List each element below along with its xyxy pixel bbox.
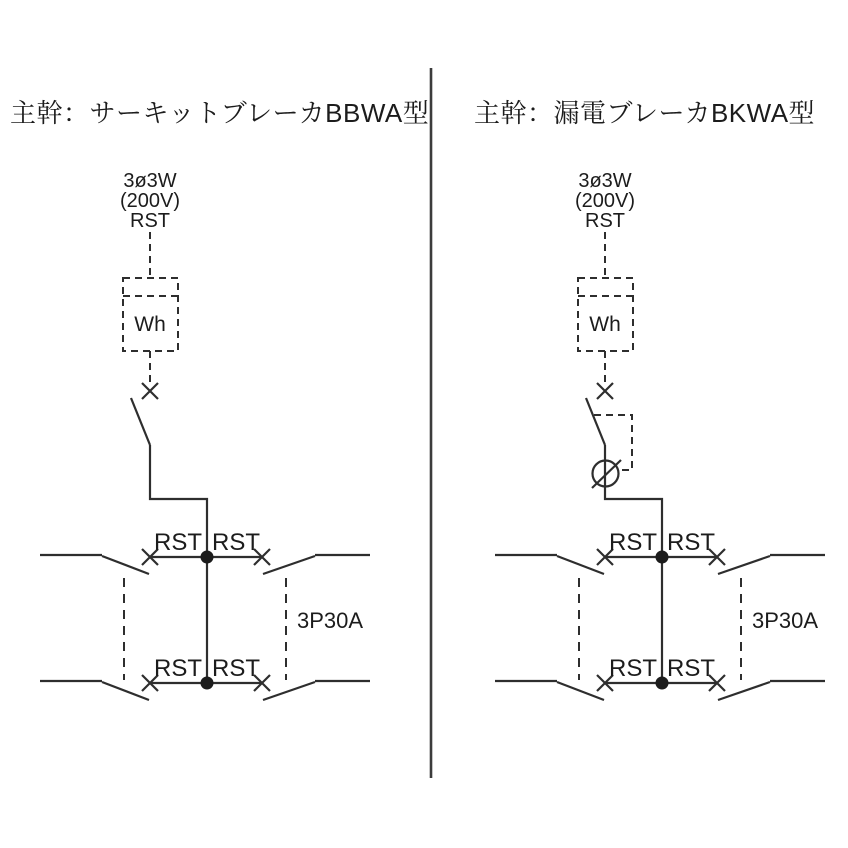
source-voltage-label: (200V) (574, 190, 636, 212)
panel-bkwa (474, 98, 825, 700)
bus-row2-right-rst-label: RST (212, 655, 260, 682)
bus-row2-right-rst-label: RST (667, 655, 715, 682)
branch-rating-label: 3P30A (752, 608, 819, 633)
bus-row1-left-rst-label: RST (154, 529, 202, 556)
bus-row1-right-rst-label: RST (212, 529, 260, 556)
source-phase-label: 3ø3W (578, 170, 632, 192)
panel-title: 主幹：漏電ブレーカBKWA型 (474, 98, 816, 128)
bus-row2-left-rst-label: RST (154, 655, 202, 682)
bus-row2-left-rst-label: RST (609, 655, 657, 682)
source-voltage-label: (200V) (119, 190, 181, 212)
panel-title: 主幹：サーキットブレーカBBWA型 (10, 98, 430, 128)
wh-meter-label: Wh (589, 313, 621, 336)
source-rst-label: RST (130, 210, 170, 232)
panel-bbwa (10, 98, 429, 700)
branch-rating-label: 3P30A (297, 608, 364, 633)
bus-row1-left-rst-label: RST (609, 529, 657, 556)
source-rst-label: RST (585, 210, 625, 232)
wh-meter-label: Wh (134, 313, 166, 336)
bus-row1-right-rst-label: RST (667, 529, 715, 556)
source-phase-label: 3ø3W (123, 170, 177, 192)
